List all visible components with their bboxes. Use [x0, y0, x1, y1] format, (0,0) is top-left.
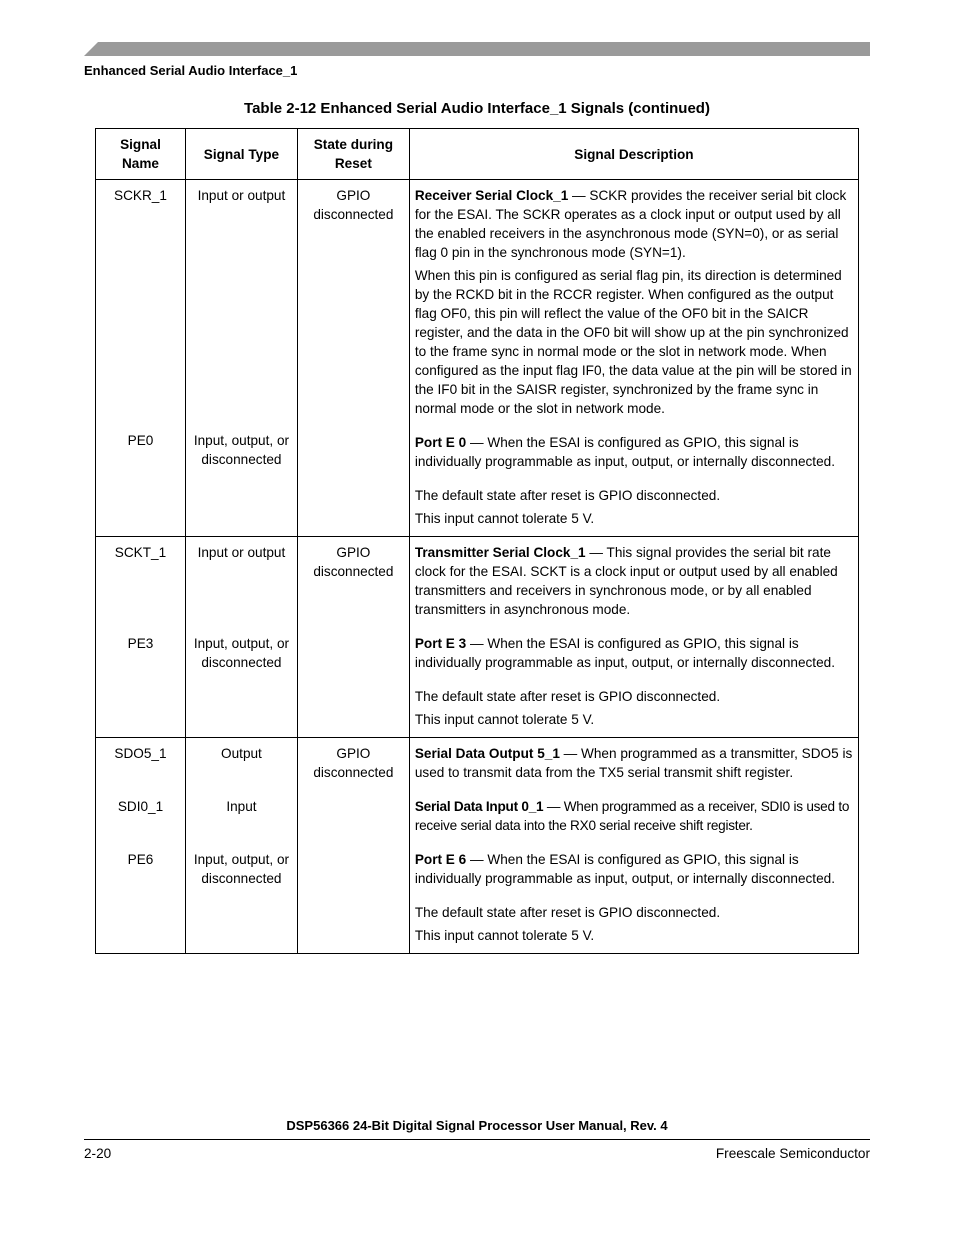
description-text: — SCKR provides the receiver serial bit clock for the ESAI. The SCKR operates as a clock input or output used by all the enabled receivers in the asynchronous mode (SYN=0), or as serial flag 0 pin in the synchronous mode (SYN=1). — [414, 188, 847, 260]
description-paragraph — [415, 543, 853, 619]
description-term: Receiver Serial Clock_1 — [414, 188, 569, 203]
description-term: Port E 0 — [414, 435, 467, 450]
signal-name-cell — [96, 738, 186, 954]
table-row — [96, 738, 859, 954]
description-term: Port E 3 — [414, 636, 467, 651]
header-bar — [84, 42, 870, 56]
signal-type-cell — [185, 537, 297, 738]
description-text: — When the ESAI is configured as GPIO, this signal is individually programmable as input, output, or internally disconnected. — [414, 636, 835, 670]
description-paragraph: This input cannot tolerate 5 V. — [414, 712, 595, 727]
description-paragraph: This input cannot tolerate 5 V. — [414, 928, 595, 943]
description-paragraph: The default state after reset is GPIO disconnected. — [414, 905, 721, 920]
description-text: — When programmed as a transmitter, SDO5 is used to transmit data from the TX5 serial transmit shift register. — [414, 746, 853, 780]
signal-name: SCKR_1 — [114, 188, 167, 203]
signal-name-cell — [96, 180, 186, 537]
description-cell — [409, 537, 858, 738]
signal-name: SCKT_1 — [114, 545, 167, 560]
state-cell — [297, 738, 409, 954]
signal-type: Input, output, or disconnected — [193, 433, 290, 467]
reset-state: GPIO disconnected — [313, 746, 394, 780]
column-header-signal-type: Signal Type — [185, 129, 297, 180]
signal-type: Input, output, or disconnected — [193, 852, 290, 886]
state-cell — [297, 180, 409, 537]
description-text: — When the ESAI is configured as GPIO, this signal is individually programmable as input, output, or internally disconnected. — [414, 852, 835, 886]
description-term: Port E 6 — [414, 852, 467, 867]
footer-rule — [84, 1139, 870, 1140]
signal-type: Input or output — [197, 545, 286, 560]
description-paragraph: The default state after reset is GPIO disconnected. — [414, 689, 721, 704]
signal-name: SDI0_1 — [117, 799, 164, 814]
footer-company: Freescale Semiconductor — [715, 1146, 870, 1161]
table-header-row — [96, 129, 859, 180]
signal-name: PE0 — [127, 433, 154, 448]
table-row — [96, 537, 859, 738]
signal-type: Input or output — [197, 188, 286, 203]
signals-table — [95, 128, 859, 954]
page-number: 2-20 — [84, 1146, 112, 1161]
description-paragraph — [415, 634, 853, 672]
description-term: Transmitter Serial Clock_1 — [414, 545, 586, 560]
description-paragraph — [415, 797, 853, 835]
description-cell — [409, 180, 858, 537]
description-term: Serial Data Output 5_1 — [414, 746, 560, 761]
footer-title: DSP56366 24-Bit Digital Signal Processor User Manual, Rev. 4 — [286, 1118, 668, 1133]
description-paragraph: When this pin is configured as serial flag pin, its direction is determined by the RCKD bit in the RCCR register. When configured as the output flag OF0, this pin will reflect the value of the OF0 bit in the SAICR register, and the data in the OF0 bit will show up at the pin synchronized to the frame sync in normal mode or the slot in network mode. When configured as the input flag IF0, the data value at the pin will be stored in the IF0 bit in the SAISR register, synchronized by the frame sync in normal mode or the slot in network mode. — [414, 268, 852, 416]
section-title: Enhanced Serial Audio Interface_1 — [84, 63, 298, 78]
description-paragraph — [415, 433, 853, 471]
table-caption: Table 2-12 Enhanced Serial Audio Interface_1 Signals (continued) — [244, 100, 710, 117]
column-header-signal-name: Signal Name — [96, 129, 186, 180]
signal-type: Output — [221, 746, 262, 761]
description-cell — [409, 738, 858, 954]
description-term: Serial Data Input 0_1 — [414, 799, 544, 814]
column-header-state-during-reset: State during Reset — [297, 129, 409, 180]
signal-name: PE3 — [127, 636, 154, 651]
description-paragraph — [415, 744, 853, 782]
description-paragraph: The default state after reset is GPIO disconnected. — [414, 488, 721, 503]
signal-type-cell — [185, 738, 297, 954]
signal-type-cell — [185, 180, 297, 537]
column-header-signal-description: Signal Description — [409, 129, 858, 180]
description-paragraph: This input cannot tolerate 5 V. — [414, 511, 595, 526]
description-text: — This signal provides the serial bit rate clock for the ESAI. SCKT is a clock input or output used by all enabled transmitters and receivers in synchronous mode, or by all enabled transmitters in asynchronous mode. — [414, 545, 838, 617]
signal-name-cell — [96, 537, 186, 738]
signal-name: PE6 — [127, 852, 154, 867]
description-text: — When the ESAI is configured as GPIO, this signal is individually programmable as input, output, or internally disconnected. — [414, 435, 835, 469]
signal-type: Input — [226, 799, 257, 814]
description-paragraph — [415, 186, 853, 262]
description-text: — When programmed as a receiver, SDI0 is used to receive serial data into the RX0 serial receive shift register. — [414, 799, 850, 833]
reset-state: GPIO disconnected — [313, 545, 394, 579]
description-paragraph — [415, 850, 853, 888]
signal-name: SDO5_1 — [114, 746, 167, 761]
table-row — [96, 180, 859, 537]
state-cell — [297, 537, 409, 738]
reset-state: GPIO disconnected — [313, 188, 394, 222]
signal-type: Input, output, or disconnected — [193, 636, 290, 670]
